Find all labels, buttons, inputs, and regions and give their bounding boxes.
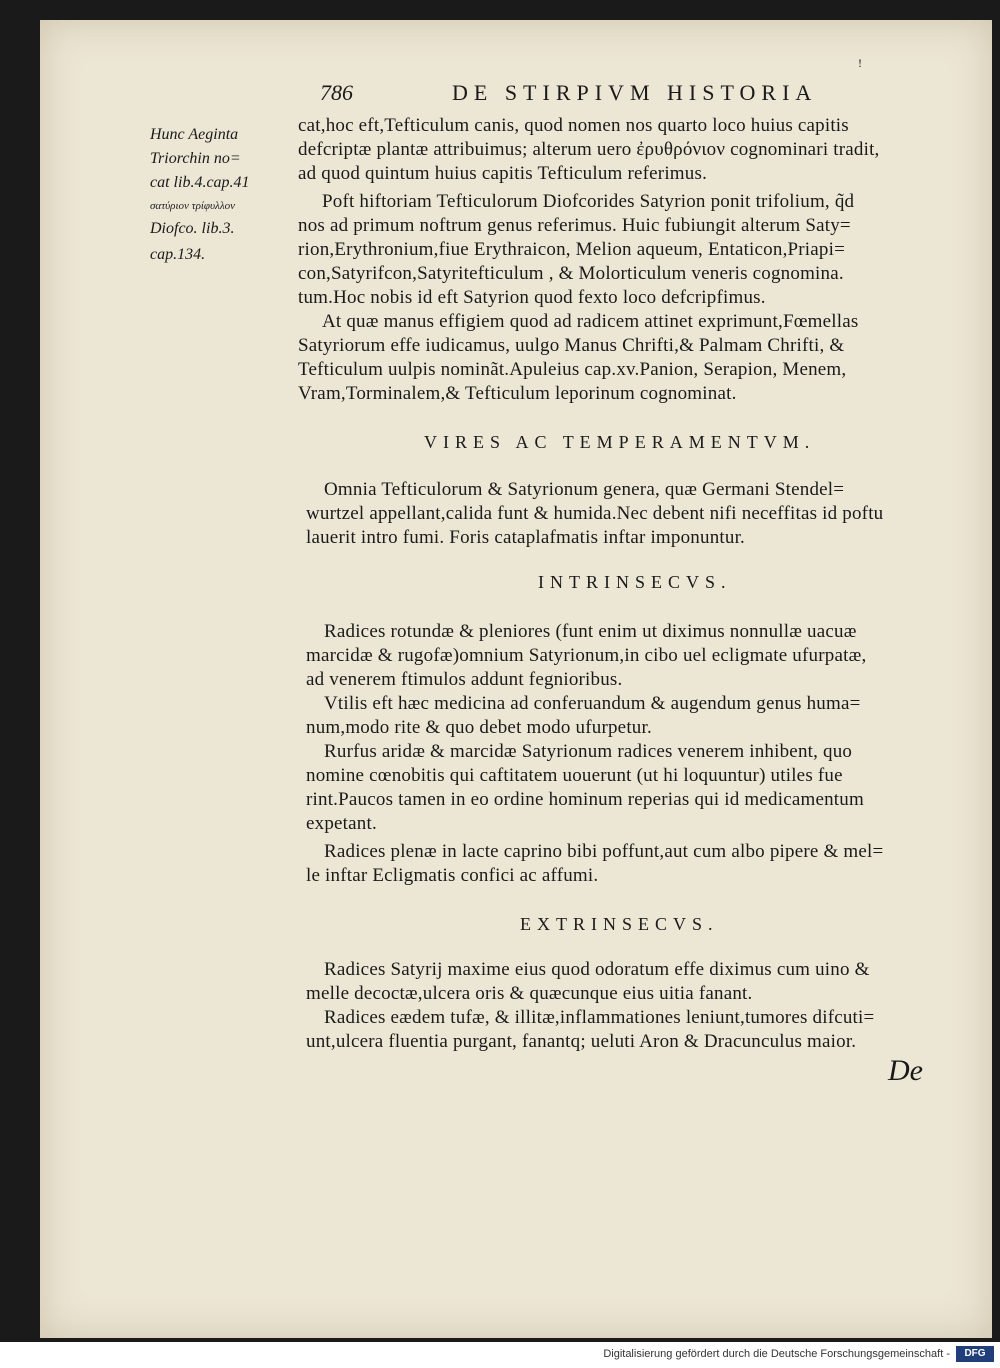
text-line: expetant.	[306, 813, 377, 834]
text-line: Vtilis eft hæc medicina ad conferuandum & augendum genus huma=	[324, 693, 861, 714]
margin-note-greek: σατύριον τρίφυλλον	[150, 200, 235, 212]
text-line: rint.Paucos tamen in eo ordine hominum reperias qui id medicamentum	[306, 789, 864, 810]
text-line: Tefticulum uulpis nominãt.Apuleius cap.xv.Panion, Serapion, Menem,	[298, 359, 847, 380]
text-line: con,Satyrifcon,Satyritefticulum , & Molorticulum veneris cognomina.	[298, 263, 844, 284]
page-number: 786	[320, 80, 353, 105]
margin-note-line: cap.134.	[150, 246, 206, 263]
running-title: DE STIRPIVM HISTORIA	[452, 80, 818, 105]
text-line: Radices eædem tufæ, & illitæ,inflammationes leniunt,tumores difcuti=	[324, 1007, 875, 1028]
text-line: Rurfus aridæ & marcidæ Satyrionum radices venerem inhibent, quo	[324, 741, 853, 762]
text-line: nos ad primum noftrum genus referimus. Huic fubiungit alterum Saty=	[298, 215, 851, 236]
text-line: nomine cœnobitis qui caftitatem uouerunt (ut hi loquuntur) utiles fue	[306, 765, 843, 786]
text-line: ad quod quintum huius capitis Tefticulum referimus.	[298, 163, 708, 184]
footer-text: Digitalisierung gefördert durch die Deutsche Forschungsgemeinschaft -	[603, 1348, 950, 1360]
text-line: num,modo rite & quo debet modo ufurpetur.	[306, 717, 652, 738]
margin-note-line: Triorchin no=	[150, 150, 241, 167]
text-line: melle decoctæ,ulcera oris & quæcunque eius uitia fanant.	[306, 983, 753, 1004]
text-line: Satyriorum effe iudicamus, uulgo Manus Chrifti,& Palmam Chrifti, &	[298, 335, 845, 356]
text-line: At quæ manus effigiem quod ad radicem attinet exprimunt,Fœmellas	[322, 311, 859, 332]
text-line: tum.Hoc nobis id eft Satyrion quod fexto loco defcripfimus.	[298, 287, 766, 308]
text-line: Radices Satyrij maxime eius quod odoratum effe diximus cum uino &	[324, 959, 870, 980]
text-line: rion,Erythronium,fiue Erythraicon, Melion aqueum, Entaticon,Priapi=	[298, 239, 846, 260]
text-line: Poft hiftoriam Tefticulorum Diofcorides Satyrion ponit trifolium, q̃d	[322, 191, 855, 212]
text-line: Omnia Tefticulorum & Satyrionum genera, quæ Germani Stendel=	[324, 479, 845, 500]
catchword: De	[888, 1054, 923, 1087]
corner-mark: !	[858, 56, 862, 70]
margin-note-line: cat lib.4.cap.41	[150, 174, 250, 191]
text-line: marcidæ & rugofæ)omnium Satyrionum,in cibo uel ecligmate ufurpatæ,	[306, 645, 867, 666]
text-line: Vram,Torminalem,& Tefticulum leporinum cognominat.	[298, 383, 737, 404]
text-line: le inftar Ecligmatis confici ac affumi.	[306, 865, 599, 886]
text-line: cat,hoc eft,Tefticulum canis, quod nomen nos quarto loco huius capitis	[298, 115, 849, 136]
text-line: ad venerem ftimulos addunt fegnioribus.	[306, 669, 623, 690]
text-line: wurtzel appellant,calida funt & humida.Nec debent nifi neceffitas id poftu	[306, 503, 884, 524]
text-line: Radices plenæ in lacte caprino bibi poffunt,aut cum albo pipere & mel=	[324, 841, 884, 862]
margin-note-line: Diofco. lib.3.	[150, 220, 235, 237]
text-line: defcriptæ plantæ attribuimus; alterum uero ἐρυθρόνιον cognominari tradit,	[298, 139, 880, 160]
section-heading-vires: VIRES AC TEMPERAMENTVM.	[424, 432, 816, 452]
text-line: Radices rotundæ & pleniores (funt enim ut diximus nonnullæ uacuæ	[324, 621, 857, 642]
section-heading-extrinsecus: EXTRINSECVS.	[520, 914, 719, 934]
text-line: unt,ulcera fluentia purgant, fanantq; ueluti Aron & Dracunculus maior.	[306, 1031, 857, 1052]
dfg-logo: DFG	[956, 1346, 994, 1362]
text-line: lauerit intro fumi. Foris cataplafmatis inftar imponuntur.	[306, 527, 746, 548]
margin-note-line: Hunc Aeginta	[150, 126, 239, 143]
section-heading-intrinsecus: INTRINSECVS.	[538, 572, 732, 592]
